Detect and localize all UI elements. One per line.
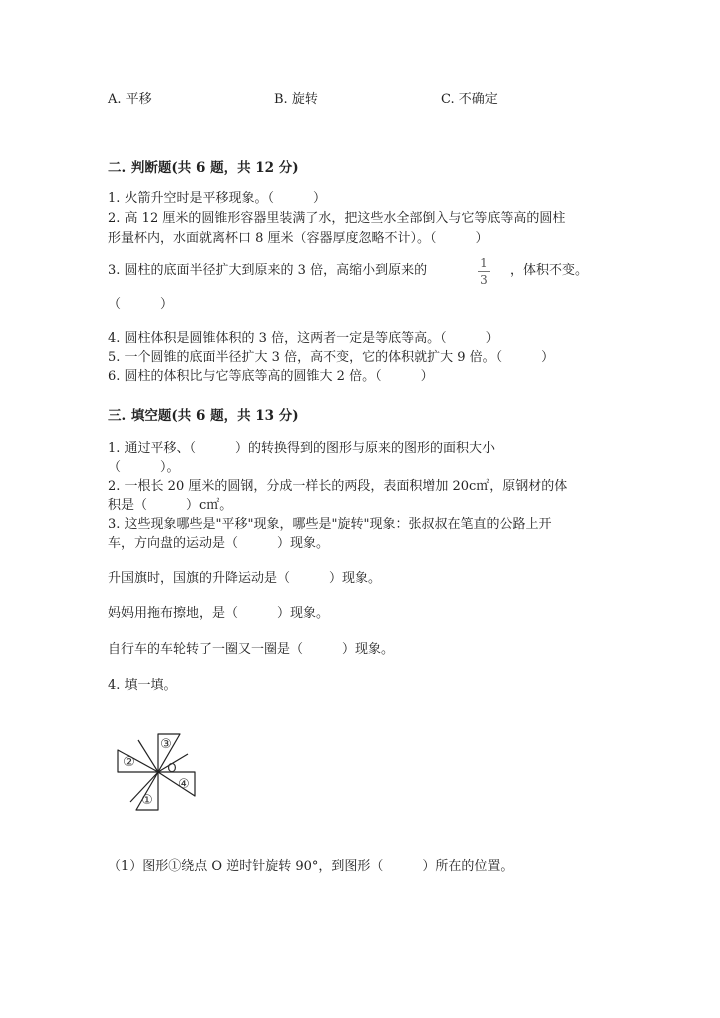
s2-question-5: 5. 一个圆锥的底面半径扩大 3 倍，高不变，它的体积就扩大 9 倍。（ ） <box>108 350 555 365</box>
s2-question-3-paren: （ ） <box>108 297 174 312</box>
s3-question-3-line1: 3. 这些现象哪些是"平移"现象，哪些是"旋转"现象：张叔叔在笔直的公路上开 <box>108 517 552 532</box>
s2-question-3-tail: ，体积不变。 <box>510 263 589 278</box>
fraction-numerator: 1 <box>480 256 488 270</box>
s3-question-1-line1: 1. 通过平移、（ ）的转换得到的图形与原来的图形的面积大小 <box>108 441 496 456</box>
s2-question-2-line2: 形量杯内，水面就离杯口 8 厘米（容器厚度忽略不计）。（ ） <box>108 231 489 246</box>
s2-question-6: 6. 圆柱的体积比与它等底等高的圆锥大 2 倍。（ ） <box>108 369 434 384</box>
fraction-one-third <box>476 256 492 287</box>
center-point-label: O <box>167 761 177 775</box>
label-4: ④ <box>178 777 190 792</box>
s3-question-3-mop: 妈妈用拖布擦地，是（ ）现象。 <box>108 606 330 621</box>
section2-title: 二. 判断题(共 6 题，共 12 分) <box>108 160 299 176</box>
s3-question-3-line2: 车，方向盘的运动是（ ）现象。 <box>108 536 330 551</box>
s3-question-4: 4. 填一填。 <box>108 678 177 693</box>
s2-question-3-text: 3. 圆柱的底面半径扩大到原来的 3 倍，高缩小到原来的 <box>108 263 428 278</box>
s2-question-1: 1. 火箭升空时是平移现象。（ ） <box>108 191 327 206</box>
s3-question-3-flag: 升国旗时，国旗的升降运动是（ ）现象。 <box>108 571 382 586</box>
option-b: B. 旋转 <box>274 92 318 107</box>
fraction-denominator: 3 <box>480 273 488 287</box>
label-1: ① <box>141 793 153 808</box>
pinwheel-figure <box>108 726 208 818</box>
fraction-bar <box>478 271 490 272</box>
option-c: C. 不确定 <box>441 92 498 107</box>
label-3: ③ <box>160 737 172 752</box>
label-2: ② <box>123 755 135 770</box>
section3-title: 三. 填空题(共 6 题，共 13 分) <box>108 408 299 424</box>
s2-question-2-line1: 2. 高 12 厘米的圆锥形容器里装满了水，把这些水全部倒入与它等底等高的圆柱 <box>108 211 566 226</box>
s3-question-1-line2: （ ）。 <box>108 460 180 475</box>
s3-question-2-line1: 2. 一根长 20 厘米的圆钢，分成一样长的两段，表面积增加 20c㎡，原钢材的体 <box>108 479 568 494</box>
s3-question-3-bike: 自行车的车轮转了一圈又一圈是（ ）现象。 <box>108 642 395 657</box>
s2-question-4: 4. 圆柱体积是圆锥体积的 3 倍，这两者一定是等底等高。（ ） <box>108 331 499 346</box>
s3-question-4-sub1: （1）图形①绕点 O 逆时针旋转 90°，到图形（ ）所在的位置。 <box>108 859 514 874</box>
option-a: A. 平移 <box>108 92 152 107</box>
s3-question-2-line2: 积是（ ）c㎡。 <box>108 498 233 513</box>
